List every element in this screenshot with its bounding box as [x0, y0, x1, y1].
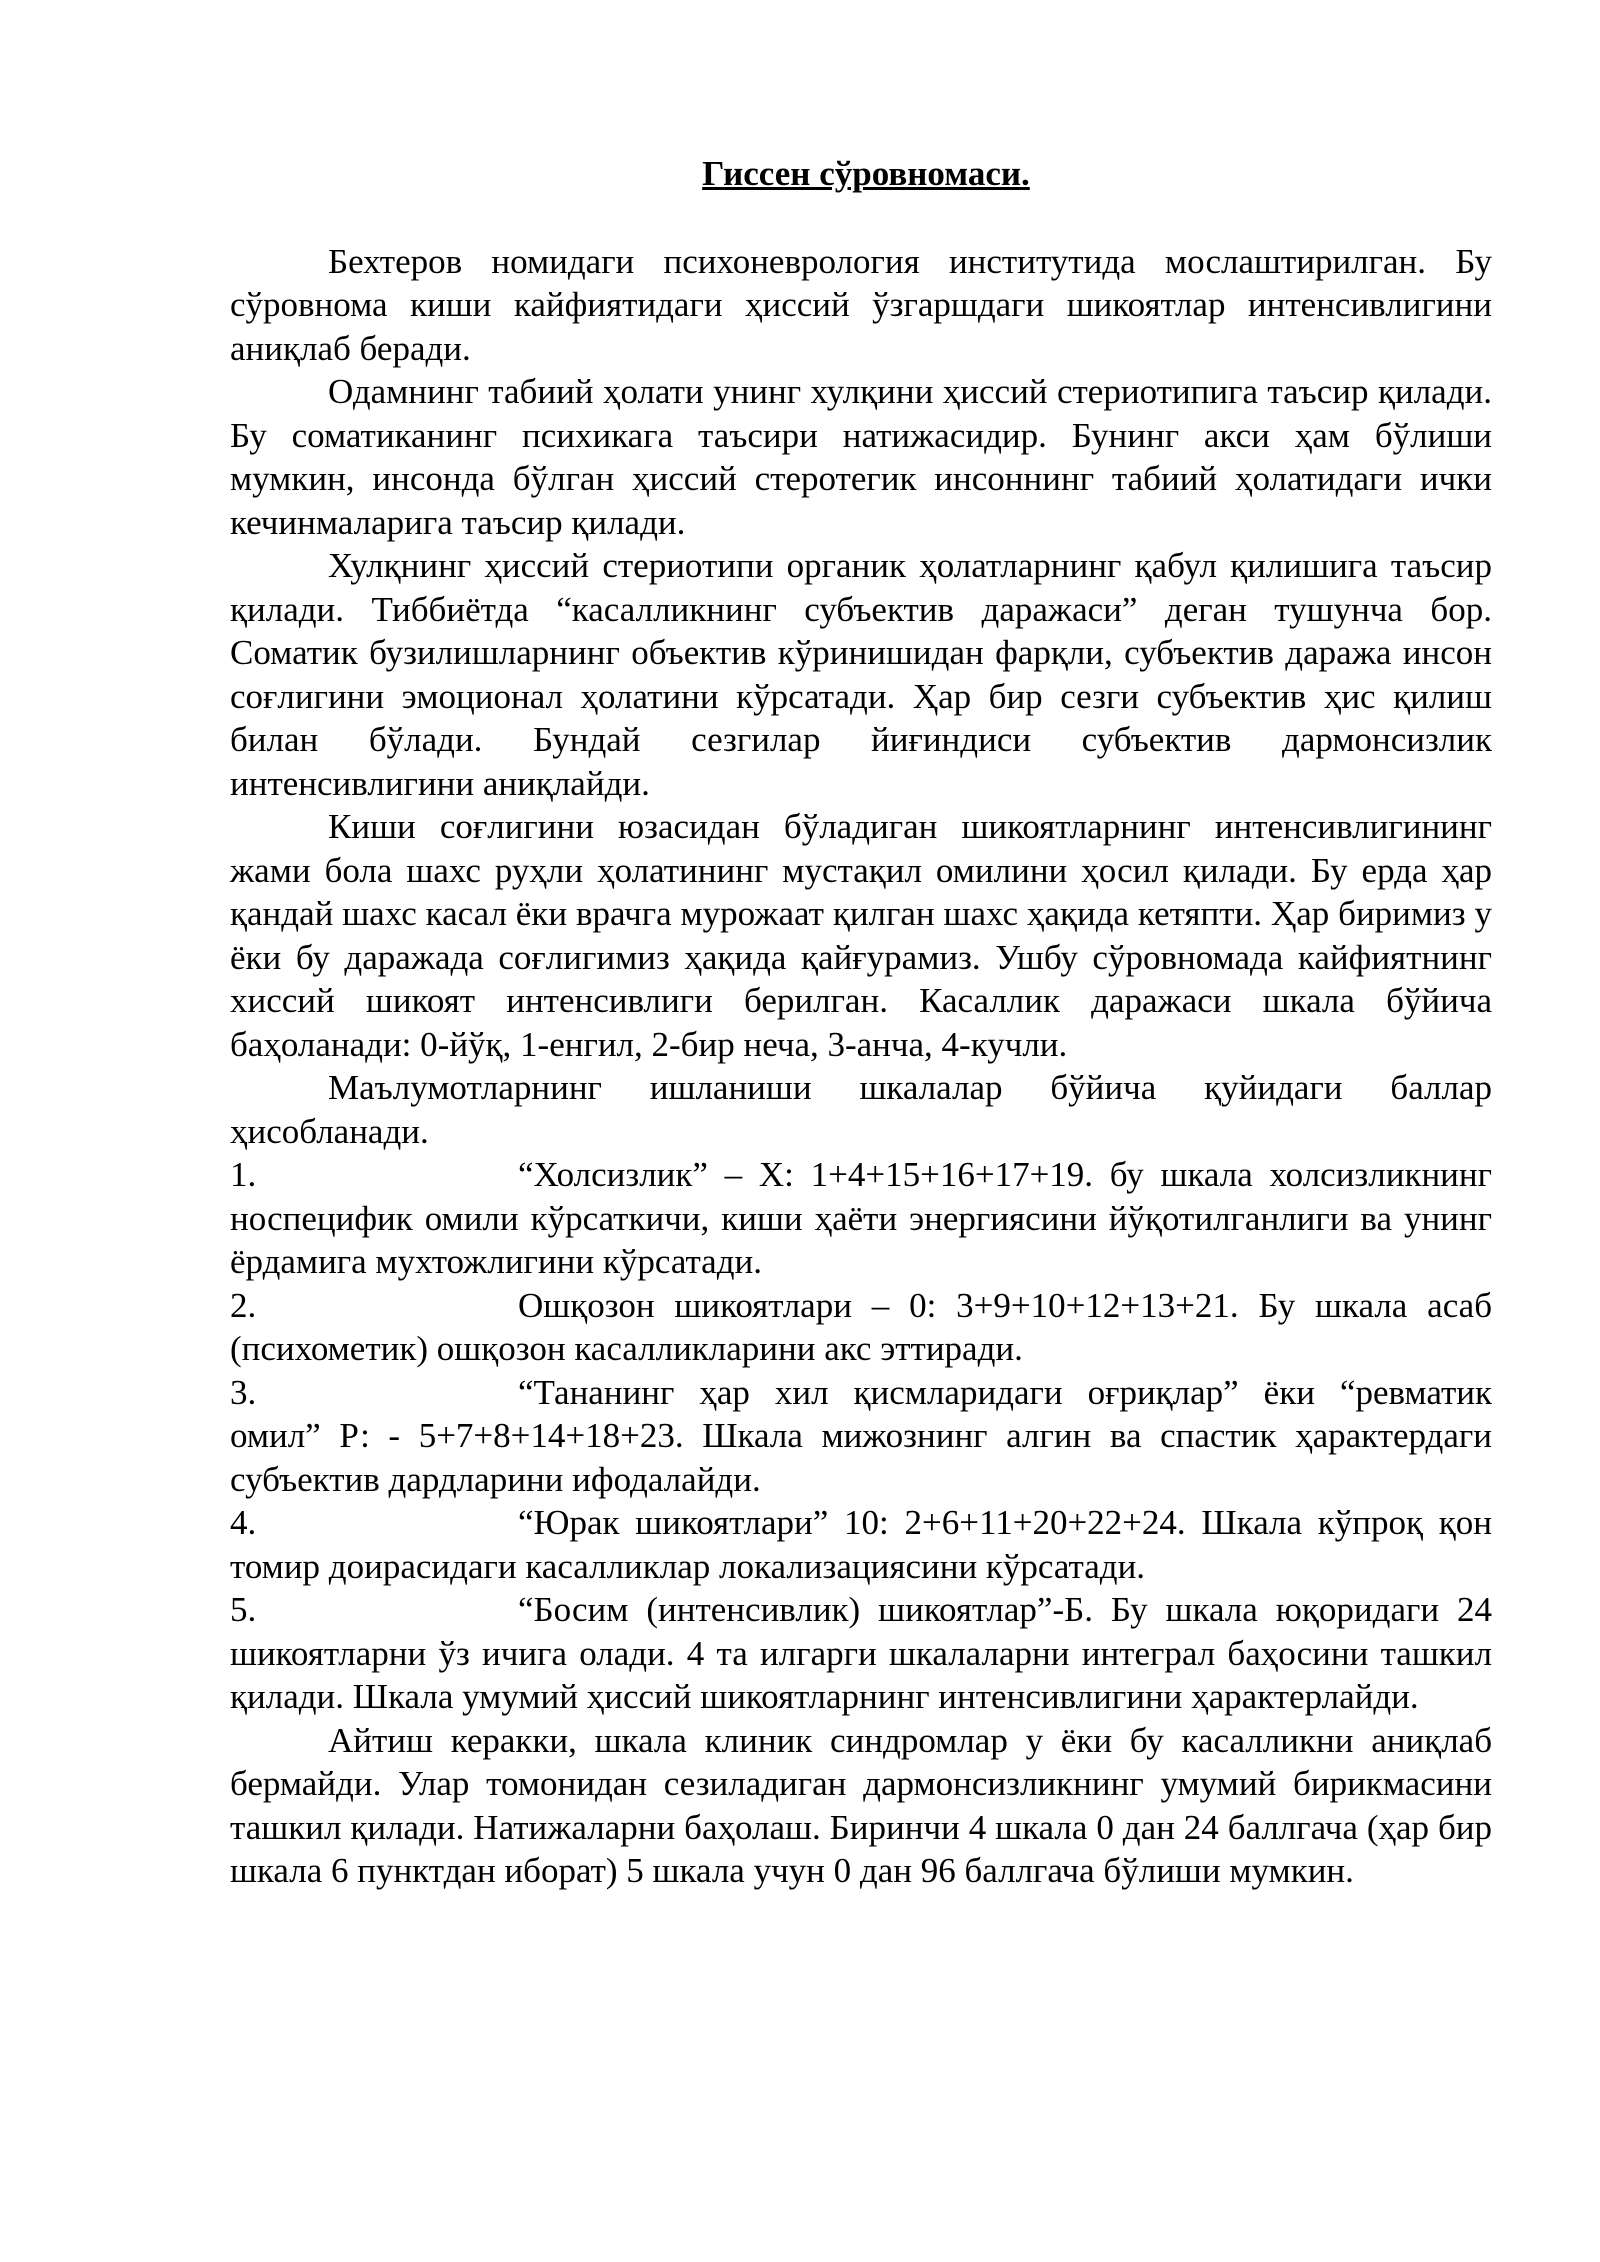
paragraph-natural-state: Одамнинг табиий ҳолати унинг хулқини ҳиссий стериотипига таъсир қилади. Бу соматиканинг психикага таъсири натижасидир. Бунинг акси ҳам бўлиши мумкин, инсонда бўлган ҳиссий стеротегик инсоннинг табиий ҳолатидаги ички кечинмаларига таъсир қилади. [230, 372, 1492, 542]
paragraph-complaints-intensity: Киши соғлигини юзасидан бўладиган шикоятларнинг интенсивлигининг жами бола шахс руҳли ҳолатининг мустақил омилини ҳосил қилади. Бу ерда ҳар қандай шахс касал ёки врачга мурожаат қилган шахс ҳақида кетяпти. Ҳар биримиз у ёки бу даражада соғлигимиз ҳақида қайғурамиз. Ушбу сўровномада кайфиятнинг хиссий шикоят интенсивлиги берилган. Касаллик даражаси шкала бўйича баҳоланади: 0-йўқ, 1-енгил, 2-бир неча, 3-анча, 4-кучли. [230, 807, 1492, 1064]
paragraph-closing: Айтиш керакки, шкала клиник синдромлар у ёки бу касалликни аниқлаб бермайди. Улар томонидан сезиладиган дармонсизликнинг умумий бирикмасини ташкил қилади. Натижаларни баҳолаш. Биринчи 4 шкала 0 дан 24 баллгача (ҳар бир шкала 6 пунктдан иборат) 5 шкала учун 0 дан 96 баллгача бўлиши мумкин. [230, 1720, 1492, 1890]
scale-item-number: 3. [230, 1372, 257, 1412]
scale-item-3 [230, 1371, 1492, 1502]
scale-item-number: 1. [230, 1155, 257, 1194]
paragraph-data-processing: Маълумотларнинг ишланиши шкалалар бўйича қуйидаги баллар ҳисобланади. [230, 1068, 1492, 1151]
document-body [230, 152, 1492, 1893]
scale-item-number: 2. [230, 1285, 257, 1325]
paragraph-intro: Бехтеров номидаги психоневрология институтида мослаштирилган. Бу сўровнома киши кайфиятидаги ҳиссий ўзгаршдаги шикоятлар интенсивлигини аниқлаб беради. [230, 241, 1492, 368]
scale-item-number: 5. [230, 1590, 257, 1629]
scale-item-number: 4. [230, 1503, 257, 1542]
scale-item-text: “Юрак шикоятлари” 10: 2+6+11+20+22+24. Шкала кўпроқ қон томир доирасидаги касалликлар локализациясини кўрсатади. [230, 1503, 1492, 1586]
scale-item-5 [230, 1588, 1492, 1719]
scale-item-text: Ошқозон шикоятлари – 0: 3+9+10+12+13+21. Бу шкала асаб (психометик) ошқозон касалликларини акс эттиради. [230, 1285, 1492, 1368]
document-title: Гиссен сўровномаси. [702, 154, 1030, 193]
paragraph-stereotype: Хулқнинг ҳиссий стериотипи органик ҳолатларнинг қабул қилишига таъсир қилади. Тиббиётда “касалликнинг субъектив даражаси” деган тушунча бор. Соматик бузилишларнинг объектив кўринишидан фарқли, субъектив даража инсон соғлигини эмоционал ҳолатини кўрсатади. Ҳар бир сезги субъектив ҳис қилиш билан бўлади. Бундай сезгилар йиғиндиси субъектив дармонсизлик интенсивлигини аниқлайди. [230, 546, 1492, 803]
scale-item-text: “Холсизлик” – Х: 1+4+15+16+17+19. бу шкала холсизликнинг носпецифик омили кўрсаткичи, киши ҳаёти энергиясини йўқотилганлиги ва унинг ёрдамига мухтожлигини кўрсатади. [230, 1155, 1492, 1281]
scale-item-4 [230, 1501, 1492, 1588]
scale-item-2 [230, 1284, 1492, 1371]
scale-item-text: “Тананинг ҳар хил қисмларидаги оғриқлар” ёки “ревматик омил” Р: - 5+7+8+14+18+23. Шкала мижознинг алгин ва спастик ҳарактердаги субъектив дардларини ифодалайди. [230, 1372, 1492, 1499]
scale-item-1 [230, 1153, 1492, 1284]
scale-item-text: “Босим (интенсивлик) шикоятлар”-Б. Бу шкала юқоридаги 24 шикоятларни ўз ичига олади. 4 та илгарги шкалаларни интеграл баҳосини ташкил қилади. Шкала умумий ҳиссий шикоятларнинг интенсивлигини ҳарактерлайди. [230, 1590, 1492, 1716]
